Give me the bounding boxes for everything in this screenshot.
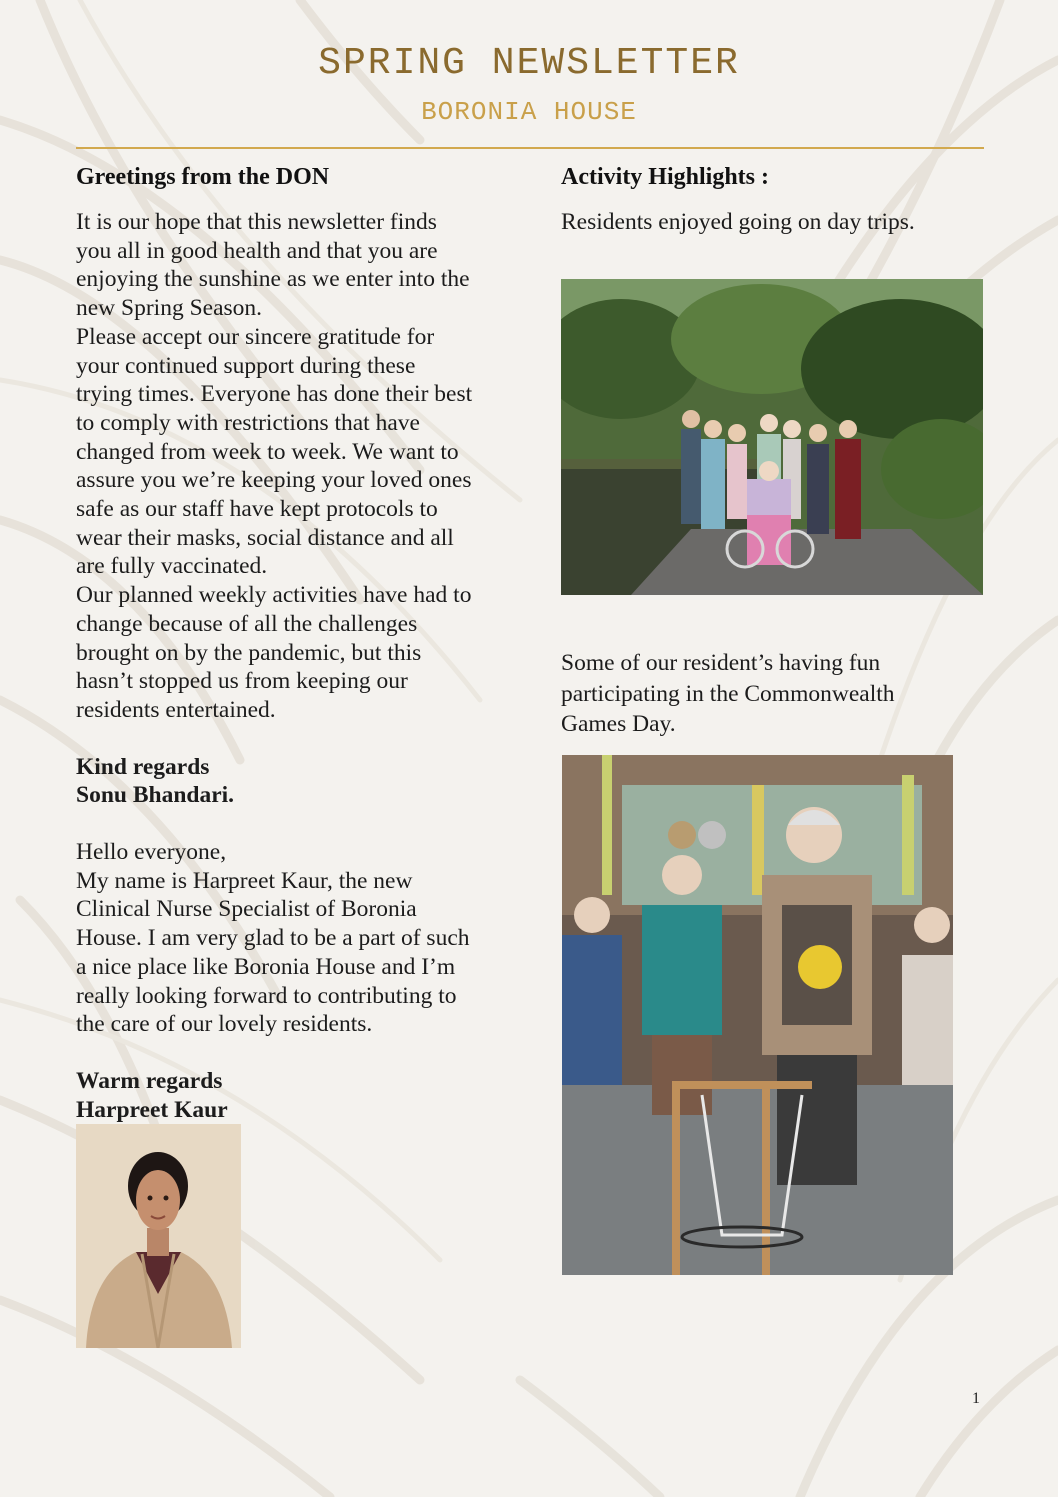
don-line: are fully vaccinated. <box>76 553 268 580</box>
cns-line: a nice place like Boronia House and I’m <box>76 953 456 980</box>
don-line: to comply with restrictions that have <box>76 409 420 436</box>
day-trip-photo <box>561 279 983 595</box>
don-line: you all in good health and that you are <box>76 237 438 264</box>
activity-heading: Activity Highlights : <box>561 164 769 190</box>
don-heading: Greetings from the DON <box>76 164 330 190</box>
cns-line: Clinical Nurse Specialist of Boronia <box>76 896 417 923</box>
cns-line: the care of our lovely residents. <box>76 1011 373 1038</box>
games-day-photo <box>562 755 953 1275</box>
don-line: change because of all the challenges <box>76 610 418 637</box>
don-name: Sonu Bhandari. <box>76 782 235 809</box>
games-caption <box>561 648 986 740</box>
don-line: hasn’t stopped us from keeping our <box>76 668 408 695</box>
cns-line: really looking forward to contributing to <box>76 982 457 1009</box>
games-caption-block <box>561 648 986 740</box>
day-trips-caption: Residents enjoyed going on day trips. <box>561 209 915 235</box>
don-signoff: Kind regards <box>76 753 210 780</box>
don-message <box>76 208 501 725</box>
cns-message <box>76 838 501 1039</box>
don-line: safe as our staff have kept protocols to <box>76 496 438 523</box>
don-line: Please accept our sincere gratitude for <box>76 323 435 350</box>
don-line: Our planned weekly activities have had to <box>76 582 472 609</box>
don-line: It is our hope that this newsletter finds <box>76 209 437 235</box>
left-column <box>76 162 501 1124</box>
don-line: changed from week to week. We want to <box>76 438 459 465</box>
cns-signoff-block <box>76 1067 501 1124</box>
don-line: wear their masks, social distance and all <box>76 524 454 551</box>
cns-name: Harpreet Kaur <box>76 1096 228 1123</box>
cns-line: Hello everyone, <box>76 839 227 866</box>
games-caption-line: participating in the Commonwealth <box>561 680 895 707</box>
don-line: enjoying the sunshine as we enter into the <box>76 266 470 293</box>
games-caption-line: Some of our resident’s having fun <box>561 650 881 676</box>
don-line: residents entertained. <box>76 696 276 723</box>
don-line: trying times. Everyone has done their best <box>76 381 473 408</box>
don-signoff-block <box>76 753 501 810</box>
newsletter-title: SPRING NEWSLETTER <box>318 42 740 85</box>
games-caption-line: Games Day. <box>561 711 676 737</box>
portrait-photo <box>76 1124 241 1348</box>
newsletter-subtitle: BORONIA HOUSE <box>421 97 637 127</box>
cns-line: House. I am very glad to be a part of such <box>76 925 470 952</box>
don-line: brought on by the pandemic, but this <box>76 639 422 666</box>
right-column <box>561 162 986 237</box>
don-line: new Spring Season. <box>76 295 263 322</box>
cns-signoff: Warm regards <box>76 1067 223 1094</box>
header-divider <box>76 147 984 149</box>
don-line: assure you we’re keeping your loved ones <box>76 467 472 494</box>
page-number: 1 <box>972 1390 980 1407</box>
cns-line: My name is Harpreet Kaur, the new <box>76 867 413 894</box>
don-line: your continued support during these <box>76 352 416 379</box>
